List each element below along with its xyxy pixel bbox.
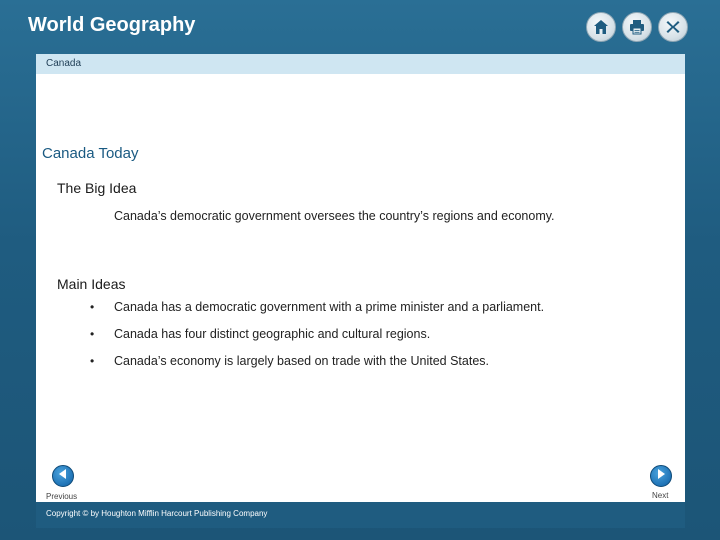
next-button[interactable] (650, 465, 672, 487)
previous-label[interactable]: Previous (46, 492, 78, 501)
home-icon (592, 18, 610, 36)
main-ideas-heading: Main Ideas (57, 276, 126, 292)
big-idea-heading: The Big Idea (57, 180, 137, 196)
previous-button[interactable] (52, 465, 74, 487)
arrow-left-icon (57, 467, 69, 485)
breadcrumb: Canada (46, 58, 82, 69)
breadcrumb-bar (36, 54, 685, 74)
bullet-icon: • (90, 327, 95, 341)
copyright-text: Copyright © by Houghton Mifflin Harcourt Publishing Company (46, 509, 268, 518)
close-button[interactable] (658, 12, 688, 42)
arrow-right-icon (655, 467, 667, 485)
bullet-icon: • (90, 354, 95, 368)
main-idea-item: Canada’s economy is largely based on trade with the United States. (114, 354, 489, 368)
next-label[interactable]: Next (652, 491, 669, 500)
toolbar (586, 12, 688, 42)
slide-content (36, 74, 685, 502)
app-title: World Geography (28, 14, 196, 36)
main-idea-item: Canada has four distinct geographic and cultural regions. (114, 327, 431, 341)
page-title: Canada Today (42, 145, 139, 162)
home-button[interactable] (586, 12, 616, 42)
big-idea-text: Canada’s democratic government oversees the country’s regions and economy. (114, 209, 555, 223)
footer-bar (36, 502, 685, 528)
print-button[interactable] (622, 12, 652, 42)
bullet-icon: • (90, 300, 95, 314)
print-icon (628, 18, 646, 36)
close-icon (664, 18, 682, 36)
main-idea-item: Canada has a democratic government with a prime minister and a parliament. (114, 300, 545, 314)
